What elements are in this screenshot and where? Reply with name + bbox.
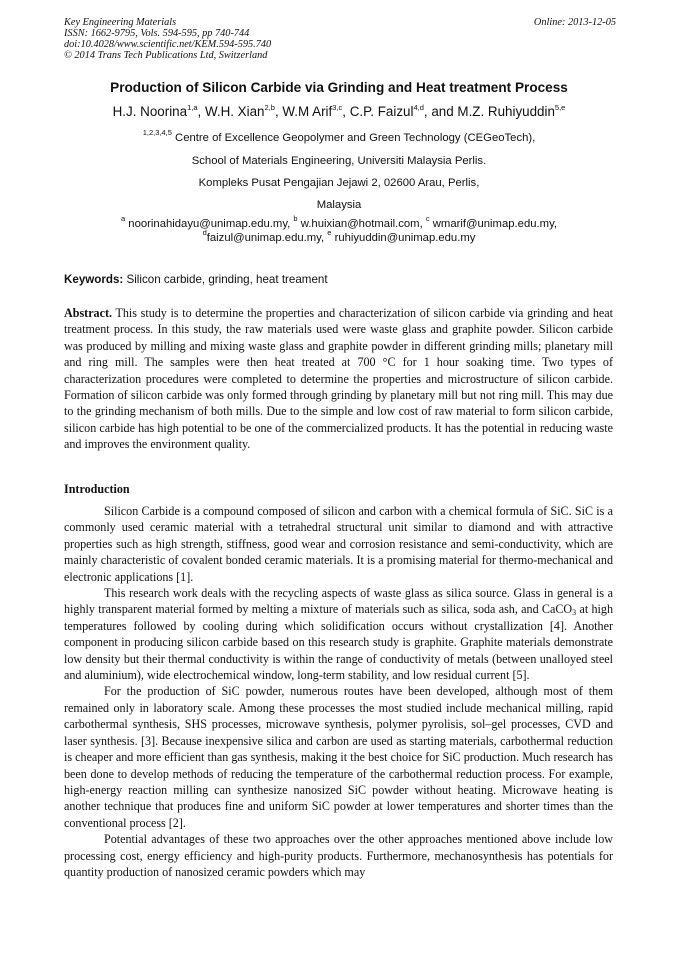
introduction-heading: Introduction: [64, 482, 130, 496]
subscript: 3: [572, 608, 577, 618]
email-line-1: [40, 214, 638, 231]
copyright-line: © 2014 Trans Tech Publications Ltd, Switzerland: [64, 50, 268, 61]
author-sep: ,: [274, 104, 283, 119]
paragraph-text: This research work deals with the recycling aspects of waste glass as silica source. Glass in general is a highly transparent material formed by melting a mixture of materials such as silica, soda ash, and CaCO: [64, 586, 613, 617]
keywords: [64, 273, 328, 286]
abstract-text: This study is to determine the properties and characterization of silicon carbide via grinding and heat treatment process. In this study, the raw materials used were waste glass and graphite powder. Silicon carbide was produced by milling and mixing waste glass and graphite powder in different grinding mills; planetary mill and ring mill. The samples were then heat treated at 700 °C for 1 hour soaking time. Two types of characterization procedures were completed to determine the properties and microstructure of silicon carbide. Formation of silicon carbide was only formed through grinding by planetary mill but not ring mill. This may due to the grinding mechanism of both mills. Due to the simple and low cost of raw material to form silicon carbide, silicon carbide has high potential to be one of the commercialized products. It has the potential in reducing waste and improves the environment quality.: [64, 306, 613, 452]
keywords-text: Silicon carbide, grinding, heat treament: [123, 273, 328, 286]
author-sup: 3,c: [332, 103, 343, 112]
email-a: noorinahidayu@unimap.edu.my,: [125, 218, 294, 230]
affiliation-text: Centre of Excellence Geopolymer and Green Technology (CEGeoTech),: [171, 132, 536, 144]
email-sup-d: d: [202, 228, 207, 237]
online-date: Online: 2013-12-05: [533, 17, 616, 28]
paragraph: Silicon Carbide is a compound composed of silicon and carbon with a chemical formula of SiC. SiC is a commonly used ceramic material with a tetrahedral structural unit similar to diamond and with attractive properties such as high strength, stiffness, good wear and corrosion resistance and semi-conductivity, which are mainly characteristic of covalent bonded ceramic materials. It is a promising material for thermo-mechanical and electronic applications [1].: [64, 504, 613, 584]
author-name: C.P. Faizul: [349, 104, 414, 119]
email-d: faizul@unimap.edu.my,: [206, 232, 328, 244]
author-name: W.H. Xian: [204, 104, 265, 119]
affiliation-sup: 1,2,3,4,5: [142, 128, 172, 137]
author-sup: 1,a: [187, 103, 198, 112]
abstract: [64, 305, 613, 453]
journal-header: [64, 17, 616, 61]
author-name: M.Z. Ruhiyuddin: [457, 104, 555, 119]
author-name: W.M Arif: [282, 104, 333, 119]
paragraph: Potential advantages of these two approaches over the other approaches mentioned above include low processing cost, energy efficiency and high-purity products. Furthermore, mechanosynthesis has potentials for quantity production of nanosized ceramic powders which may: [64, 832, 613, 879]
email-sup-b: b: [293, 214, 298, 223]
author-sup: 2,b: [264, 103, 275, 112]
email-c: wmarif@unimap.edu.my,: [429, 218, 558, 230]
journal-name: Key Engineering Materials: [64, 17, 177, 28]
email-e: ruhiyuddin@unimap.edu.my: [331, 232, 476, 244]
email-b: w.huixian@hotmail.com,: [297, 218, 426, 230]
affiliation-line-1: [40, 128, 638, 144]
email-sup-a: a: [120, 214, 126, 223]
paragraph: [64, 585, 613, 683]
author-sep: ,: [197, 104, 205, 119]
introduction-body: [64, 503, 613, 880]
paragraph-text: at high temperatures followed by cooling during which solidification occurs without crystallization [4]. Another component in producing silicon carbide based on this research study is graphite. Graphite materials demonstrate low density but their thermal conductivity is within the range of conductivity of metals (between unalloyed steel and aluminium), wide electrochemical window, long-term stability, and low residual current [5].: [64, 602, 613, 683]
doi-line: doi:10.4028/www.scientific.net/KEM.594-595.740: [64, 39, 272, 50]
author-sup: 4,d: [413, 103, 424, 112]
email-sup-c: c: [425, 214, 430, 223]
email-sup-e: e: [327, 228, 332, 237]
author-name: H.J. Noorina: [112, 104, 188, 119]
author-list: [40, 104, 638, 119]
affiliation-line-3: Kompleks Pusat Pengajian Jejawi 2, 02600 Arau, Perlis,: [198, 177, 480, 189]
paragraph: For the production of SiC powder, numerous routes have been developed, although most of them remained only in laboratory scale. Among these processes the most studied include mechanical milling, rapid carbothermal synthesis, SHS processes, microwave synthesis, polymer pyrolisis, sol–gel processes, CVD and laser synthesis. [3]. Because inexpensive silica and carbon are used as starting materials, carbothermal reduction is cheaper and more efficient than gas synthesis, making it the best choice for SiC production. Much research has been done to develop methods of reducing the temperature of the carbothermal reduction process. For example, high-energy reaction milling can synthesize nanosized SiC powder without heating. Microwave heating is another technique that produces fine and uniform SiC powder at lower temperatures and shorter times than the conventional process [2].: [64, 684, 613, 830]
affiliation-line-4: Malaysia: [316, 199, 362, 211]
author-sep: , and: [423, 104, 458, 119]
email-line-2: [40, 228, 638, 245]
author-sup: 5,e: [554, 103, 566, 112]
issn-line: ISSN: 1662-9795, Vols. 594-595, pp 740-744: [64, 28, 250, 39]
affiliation-line-2: School of Materials Engineering, Universiti Malaysia Perlis.: [191, 155, 487, 167]
paper-title: Production of Silicon Carbide via Grinding and Heat treatment Process: [110, 80, 568, 95]
author-sep: ,: [342, 104, 350, 119]
abstract-label: Abstract.: [64, 306, 113, 320]
keywords-label: Keywords:: [64, 273, 124, 286]
